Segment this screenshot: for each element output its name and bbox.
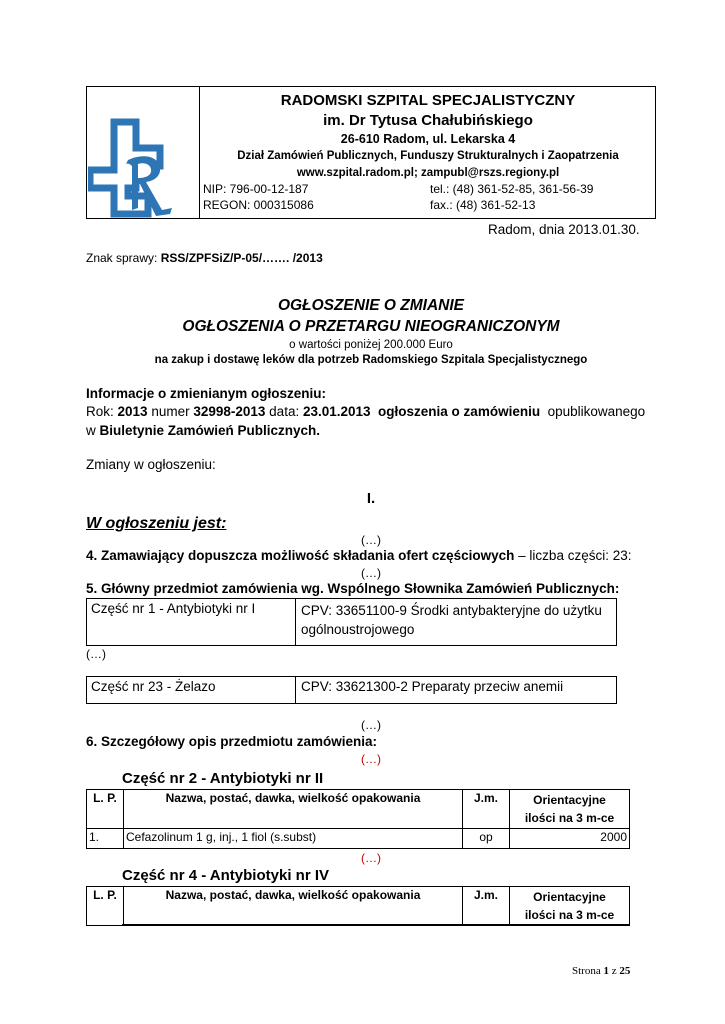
row-qty: 2000 bbox=[510, 829, 630, 849]
table-row bbox=[87, 829, 630, 849]
title-line1: OGŁOSZENIE O ZMIANIE bbox=[277, 297, 464, 314]
case-number bbox=[86, 251, 323, 265]
ellipsis-1: (…) bbox=[361, 533, 381, 547]
table-row bbox=[87, 599, 617, 646]
cpv-code: CPV: 33651100-9 Środki antybakteryjne do użytku ogólnoustrojowego bbox=[296, 599, 617, 646]
case-number-value: RSS/ZPFSiZ/P-05/……. /2013 bbox=[160, 251, 323, 265]
ellipsis-3: (…) bbox=[86, 647, 106, 661]
col-jm: J.m. bbox=[463, 887, 510, 926]
table-header-row bbox=[87, 790, 630, 829]
section-heading: W ogłoszeniu jest: bbox=[86, 515, 227, 532]
ellipsis-2: (…) bbox=[361, 566, 381, 580]
row-name: Cefazolinum 1 g, inj., 1 fiol (s.subst) bbox=[124, 829, 463, 849]
col-name: Nazwa, postać, dawka, wielkość opakowania bbox=[124, 790, 463, 829]
table-row bbox=[87, 677, 617, 704]
cpv-part: Część nr 23 - Żelazo bbox=[87, 677, 296, 704]
col-name: Nazwa, postać, dawka, wielkość opakowania bbox=[124, 887, 463, 926]
hospital-name: RADOMSKI SZPITAL SPECJALISTYCZNY bbox=[280, 92, 576, 109]
department-name: Dział Zamówień Publicznych, Funduszy Strukturalnych i Zaopatrzenia bbox=[237, 150, 619, 162]
info-line2: w Biuletynie Zamówień Publicznych. bbox=[86, 423, 321, 438]
col-qty: Orientacyjne ilości na 3 m-ce bbox=[510, 887, 630, 926]
col-lp: L. P. bbox=[87, 887, 124, 926]
ellipsis-4: (…) bbox=[361, 718, 381, 732]
col-qty: Orientacyjne ilości na 3 m-ce bbox=[510, 790, 630, 829]
row-lp: 1. bbox=[87, 829, 124, 849]
hospital-logo-icon bbox=[88, 118, 180, 218]
page-footer: Strona 1 z 25 bbox=[572, 965, 631, 977]
row-jm: op bbox=[463, 829, 510, 849]
cpv-part: Część nr 1 - Antybiotyki nr I bbox=[87, 599, 296, 646]
part2-table bbox=[86, 789, 630, 849]
title-line2: OGŁOSZENIA O PRZETARGU NIEOGRANICZONYM bbox=[182, 318, 560, 335]
nip: NIP: 796-00-12-187 bbox=[203, 182, 309, 196]
regon: REGON: 000315086 bbox=[203, 198, 314, 212]
web-email: www.szpital.radom.pl; zampubl@rszs.regiony.pl bbox=[296, 167, 560, 179]
info-line1: Rok: 2013 numer 32998-2013 data: 23.01.2013 ogłoszenia o zamówieniu opublikowanego bbox=[86, 404, 646, 419]
part2-title: Część nr 2 - Antybiotyki nr II bbox=[122, 770, 324, 787]
ellipsis-6: (…) bbox=[361, 851, 381, 865]
title-sub2: na zakup i dostawę leków dla potrzeb Radomskiego Szpitala Specjalistycznego bbox=[154, 354, 588, 366]
cpv-table-1 bbox=[86, 598, 617, 646]
part4-title: Część nr 4 - Antybiotyki nr IV bbox=[122, 867, 329, 884]
cpv-code: CPV: 33621300-2 Preparaty przeciw anemii bbox=[296, 677, 617, 704]
hospital-address: 26-610 Radom, ul. Lekarska 4 bbox=[340, 132, 516, 146]
section-number: I. bbox=[366, 490, 376, 507]
tel: tel.: (48) 361-52-85, 361-56-39 bbox=[430, 182, 594, 196]
point-6: 6. Szczegółowy opis przedmiotu zamówienia: bbox=[86, 734, 378, 749]
ellipsis-5: (…) bbox=[361, 752, 381, 766]
table-header-row bbox=[87, 887, 630, 926]
point-5: 5. Główny przedmiot zamówienia wg. Wspólnego Słownika Zamówień Publicznych: bbox=[86, 581, 620, 596]
title-sub1: o wartości poniżej 200.000 Euro bbox=[289, 339, 453, 351]
col-jm: J.m. bbox=[463, 790, 510, 829]
point-4: 4. Zamawiający dopuszcza możliwość składania ofert częściowych – liczba części: 23: bbox=[86, 548, 632, 563]
col-lp: L. P. bbox=[87, 790, 124, 829]
table-bottom-rule bbox=[122, 924, 630, 925]
info-heading: Informacje o zmienianym ogłoszeniu: bbox=[86, 386, 327, 401]
hospital-patron: im. Dr Tytusa Chałubińskiego bbox=[323, 112, 533, 129]
case-number-label: Znak sprawy: bbox=[86, 251, 161, 265]
part4-table bbox=[86, 886, 630, 926]
changes-label: Zmiany w ogłoszeniu: bbox=[86, 457, 216, 472]
cpv-table-2 bbox=[86, 676, 617, 704]
date-line: Radom, dnia 2013.01.30. bbox=[488, 222, 640, 237]
fax: fax.: (48) 361-52-13 bbox=[430, 198, 536, 212]
